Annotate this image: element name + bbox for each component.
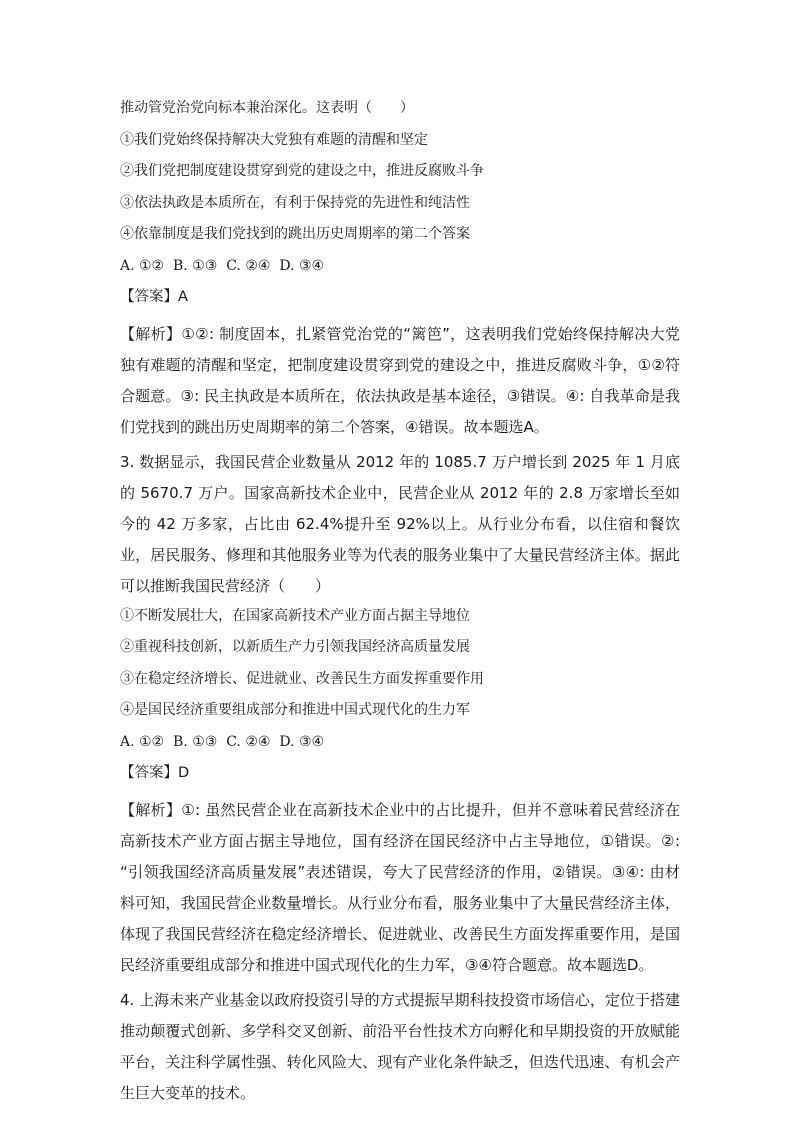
q2-option-3: ③依法执政是本质所在，有利于保持党的先进性和纯洁性: [120, 194, 470, 211]
analysis-label: 【解析】: [120, 800, 182, 819]
q4-stem: 4. 上海未来产业基金以政府投资引导的方式提振早期科技投资市场信心，定位于搭建推动颠覆式创新、多学科交叉创新、前沿平台性技术方向孵化和早期投资的开放赋能平台，关注科学属性强、转化风险大、现有产业化条件缺乏，但迭代迅速、有机会产生巨大变革的技术。: [120, 990, 680, 1102]
page-content: [120, 98, 680, 1113]
q3-option-4: ④是国民经济重要组成部分和推进中国式现代化的生力军: [120, 702, 470, 718]
q3-answer-line: [120, 763, 680, 783]
analysis-text: ①②: 制度固本，扎紧管党治党的“篱笆”，这表明我们党始终保持解决大党独有难题的清醒和坚定，把制度建设贯穿到党的建设之中，推进反腐败斗争，①②符合题意。③: 民主执政是本质所在，依法执政是基本途径，③错误。④: 自我革命是我们党找到的跳出历史周期率的第二个答案，④错误。故本题选A。: [120, 324, 680, 436]
q3-option-2: ②重视科技创新，以新质生产力引领我国经济高质量发展: [120, 639, 470, 655]
q2-answer-line: [120, 287, 680, 307]
answer-value: A: [178, 289, 188, 305]
q2-option-2: ②我们党把制度建设贯穿到党的建设之中，推进反腐败斗争: [120, 163, 484, 179]
q2-option-1: ①我们党始终保持解决大党独有难题的清醒和坚定: [120, 131, 428, 148]
q3-analysis: [120, 795, 680, 981]
q2-choices: A. ①② B. ①③ C. ②④ D. ③④: [120, 257, 325, 274]
q3-stem: 3. 数据显示，我国民营企业数量从 2012 年的 1085.7 万户增长到 2025 年 1 月底的 5670.7 万户。国家高新技术企业中，民营企业从 2012 年的 2.8 万家增长至如今的 42 万多家，占比由 62.4%提升至 92%以上。从行业分布看，以住宿和餐饮业，居民服务、修理和其他服务业等为代表的服务业集中了大量民营经济主体。据此可以推断我国民营经济（ ）: [120, 452, 680, 595]
q2-option-4: ④依靠制度是我们党找到的跳出历史周期率的第二个答案: [120, 226, 470, 242]
q3-option-1: ①不断发展壮大，在国家高新技术产业方面占据主导地位: [120, 607, 470, 624]
analysis-text: ①: 虽然民营企业在高新技术企业中的占比提升，但并不意味着民营经济在高新技术产业方面占据主导地位，国有经济在国民经济中占主导地位，①错误。②: “引领我国经济高质量发展”表述错误，夸大了民营经济的作用，②错误。③④: 由材料可知，我国民营企业数量增长。从行业分布看，服务业集中了大量民营经济主体，体现了我国民营经济在稳定经济增长、促进就业、改善民生方面发挥重要作用，是国民经济重要组成部分和推进中国式现代化的生力军，③④符合题意。故本题选D。: [120, 800, 680, 974]
answer-value: D: [178, 765, 190, 781]
analysis-label: 【解析】: [120, 324, 182, 343]
q2-stem-tail: 推动管党治党向标本兼治深化。这表明（ ）: [120, 100, 414, 116]
q3-choices: A. ①② B. ①③ C. ②④ D. ③④: [120, 733, 325, 750]
answer-label: 【答案】: [120, 765, 178, 781]
q3-option-3: ③在稳定经济增长、促进就业、改善民生方面发挥重要作用: [120, 670, 484, 687]
answer-label: 【答案】: [120, 289, 178, 305]
q2-analysis: [120, 319, 680, 443]
